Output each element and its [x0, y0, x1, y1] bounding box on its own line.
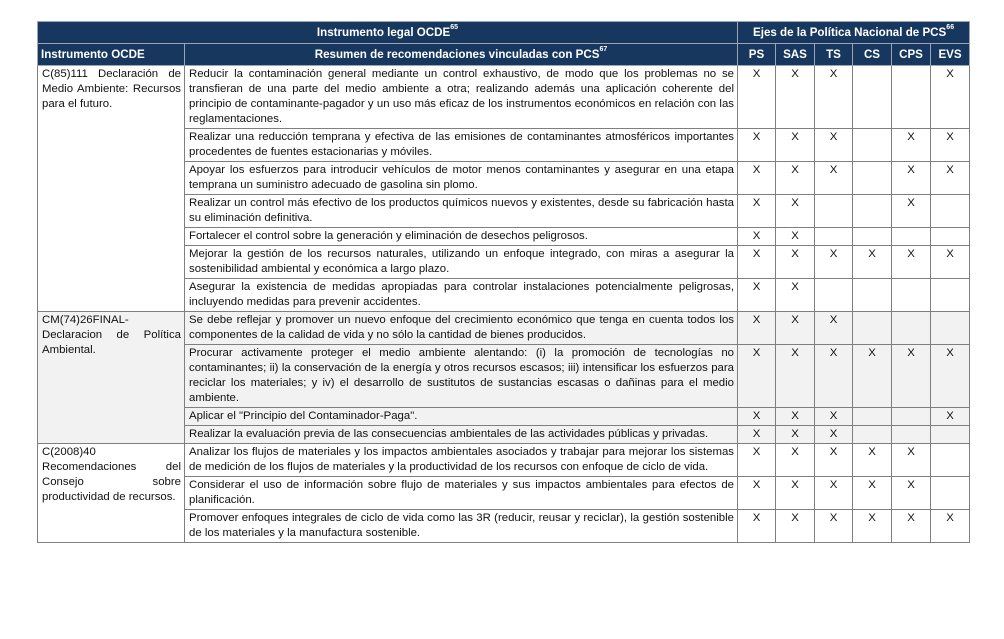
axis-mark-cps	[892, 66, 931, 129]
axis-mark-sas: X	[776, 246, 815, 279]
header-axis-sas: SAS	[776, 44, 815, 66]
axis-mark-ps: X	[738, 345, 776, 408]
axis-mark-cs	[853, 279, 892, 312]
axis-mark-cs	[853, 195, 892, 228]
axis-mark-cs	[853, 408, 892, 426]
table-row	[38, 444, 970, 477]
axis-mark-evs: X	[931, 408, 970, 426]
axis-mark-cps	[892, 426, 931, 444]
axis-mark-ps: X	[738, 228, 776, 246]
recommendation-text: Procurar activamente proteger el medio ambiente alentando: (i) la promoción de tecnologías no contaminantes; ii) la conservación de la energía y otros recursos escasos; iii) intensificar los esfuerzos para reciclar los materiales; y iv) el desarrollo de sustitutos de sustancias escasas o dañinas para el medio ambiente.	[185, 345, 738, 408]
axis-mark-ps: X	[738, 444, 776, 477]
axis-mark-ps: X	[738, 426, 776, 444]
instrument-cell: CM(74)26FINAL-Declaracion de Política Ambiental.	[38, 312, 185, 444]
axis-mark-sas: X	[776, 228, 815, 246]
table-body	[38, 66, 970, 543]
axis-mark-sas: X	[776, 279, 815, 312]
axis-mark-evs	[931, 279, 970, 312]
axis-mark-sas: X	[776, 66, 815, 129]
axis-mark-cs	[853, 312, 892, 345]
axis-mark-cps: X	[892, 510, 931, 543]
table-row	[38, 312, 970, 345]
axis-mark-cs	[853, 162, 892, 195]
axis-mark-evs: X	[931, 345, 970, 408]
axis-mark-cs: X	[853, 246, 892, 279]
recommendation-text: Apoyar los esfuerzos para introducir vehículos de motor menos contaminantes y asegurar en una etapa temprana un suministro adecuado de gasolina sin plomo.	[185, 162, 738, 195]
header-axis-cs: CS	[853, 44, 892, 66]
axis-mark-cps: X	[892, 246, 931, 279]
axis-mark-evs: X	[931, 510, 970, 543]
axis-mark-sas: X	[776, 426, 815, 444]
axis-mark-ts	[815, 279, 853, 312]
axis-mark-cps	[892, 312, 931, 345]
axis-mark-ts: X	[815, 477, 853, 510]
axis-mark-sas: X	[776, 129, 815, 162]
axis-mark-cs: X	[853, 444, 892, 477]
header-axis-ts: TS	[815, 44, 853, 66]
axis-mark-ts: X	[815, 162, 853, 195]
recommendation-text: Fortalecer el control sobre la generación y eliminación de desechos peligrosos.	[185, 228, 738, 246]
recommendation-text: Mejorar la gestión de los recursos naturales, utilizando un enfoque integrado, con miras a asegurar la sostenibilidad ambiental y económica a largo plazo.	[185, 246, 738, 279]
recommendation-text: Considerar el uso de información sobre flujo de materiales y sus impactos ambientales para efectos de planificación.	[185, 477, 738, 510]
header-summary	[185, 44, 738, 66]
axis-mark-cps: X	[892, 162, 931, 195]
axis-mark-evs: X	[931, 246, 970, 279]
instrument-cell: C(2008)40 Recomendaciones del Consejo sobre productividad de recursos.	[38, 444, 185, 543]
axis-mark-sas: X	[776, 510, 815, 543]
axis-mark-cs	[853, 426, 892, 444]
axis-mark-cps	[892, 408, 931, 426]
axis-mark-evs	[931, 195, 970, 228]
axis-mark-sas: X	[776, 444, 815, 477]
recommendation-text: Analizar los flujos de materiales y los impactos ambientales asociados y trabajar para mejorar los sistemas de medición de los flujos de materiales y la productividad de los recursos con enfoque de ciclo de vida.	[185, 444, 738, 477]
axis-mark-cs: X	[853, 510, 892, 543]
recommendation-text: Aplicar el "Principio del Contaminador-Paga".	[185, 408, 738, 426]
header-instrument: Instrumento OCDE	[38, 44, 185, 66]
recommendation-text: Realizar la evaluación previa de las consecuencias ambientales de las actividades públicas y privadas.	[185, 426, 738, 444]
axis-mark-sas: X	[776, 408, 815, 426]
axis-mark-evs	[931, 477, 970, 510]
header-policy-axes	[738, 22, 970, 44]
axis-mark-evs: X	[931, 129, 970, 162]
instrument-cell: C(85)111 Declaración de Medio Ambiente: Recursos para el futuro.	[38, 66, 185, 312]
axis-mark-evs	[931, 312, 970, 345]
axis-mark-ps: X	[738, 279, 776, 312]
axis-mark-ts: X	[815, 408, 853, 426]
axis-mark-cps: X	[892, 477, 931, 510]
axis-mark-cps: X	[892, 129, 931, 162]
axis-mark-ts: X	[815, 426, 853, 444]
axis-mark-ts: X	[815, 246, 853, 279]
recommendation-text: Se debe reflejar y promover un nuevo enfoque del crecimiento económico que tenga en cuenta todos los componentes de la calidad de vida y no sólo la cantidad de bienes producidos.	[185, 312, 738, 345]
axis-mark-evs	[931, 426, 970, 444]
axis-mark-evs	[931, 444, 970, 477]
axis-mark-ps: X	[738, 129, 776, 162]
recommendation-text: Realizar un control más efectivo de los productos químicos nuevos y existentes, desde su fabricación hasta su eliminación definitiva.	[185, 195, 738, 228]
axis-mark-cps: X	[892, 345, 931, 408]
header-axis-evs: EVS	[931, 44, 970, 66]
axis-mark-cps	[892, 228, 931, 246]
axis-mark-cps: X	[892, 444, 931, 477]
axis-mark-cs	[853, 129, 892, 162]
header-summary-label: Resumen de recomendaciones vinculadas con PCS	[314, 48, 600, 61]
axis-mark-ps: X	[738, 66, 776, 129]
axis-mark-ts: X	[815, 66, 853, 129]
axis-mark-sas: X	[776, 345, 815, 408]
header-axis-ps: PS	[738, 44, 776, 66]
axis-mark-evs: X	[931, 162, 970, 195]
axis-mark-ps: X	[738, 246, 776, 279]
axis-mark-evs: X	[931, 66, 970, 129]
axis-mark-ts: X	[815, 129, 853, 162]
axis-mark-cs: X	[853, 477, 892, 510]
axis-mark-ts: X	[815, 345, 853, 408]
header-column-row	[38, 44, 970, 66]
axis-mark-ps: X	[738, 312, 776, 345]
axis-mark-ts	[815, 228, 853, 246]
header-policy-axes-label: Ejes de la Política Nacional de PCS	[752, 26, 947, 39]
footnote-ref: 66	[946, 24, 955, 31]
recommendation-text: Promover enfoques integrales de ciclo de vida como las 3R (reducir, reusar y reciclar), la gestión sostenible de los materiales y la manufactura sostenible.	[185, 510, 738, 543]
footnote-ref: 65	[450, 24, 459, 31]
axis-mark-cs	[853, 228, 892, 246]
recommendation-text: Asegurar la existencia de medidas apropiadas para controlar instalaciones potencialmente peligrosas, incluyendo medidas para prevenir accidentes.	[185, 279, 738, 312]
header-legal-instrument	[38, 22, 738, 44]
axis-mark-sas: X	[776, 477, 815, 510]
axis-mark-ts: X	[815, 444, 853, 477]
axis-mark-ts: X	[815, 510, 853, 543]
axis-mark-evs	[931, 228, 970, 246]
header-group-row	[38, 22, 970, 44]
axis-mark-sas: X	[776, 312, 815, 345]
header-axis-cps: CPS	[892, 44, 931, 66]
axis-mark-cps	[892, 279, 931, 312]
axis-mark-ps: X	[738, 408, 776, 426]
table-header	[38, 22, 970, 66]
axis-mark-ps: X	[738, 477, 776, 510]
axis-mark-cs	[853, 66, 892, 129]
recommendation-text: Realizar una reducción temprana y efectiva de las emisiones de contaminantes atmosféricos importantes procedentes de fuentes estacionarias y móviles.	[185, 129, 738, 162]
axis-mark-sas: X	[776, 195, 815, 228]
footnote-ref: 67	[599, 46, 608, 53]
axis-mark-ps: X	[738, 510, 776, 543]
recommendation-text: Reducir la contaminación general mediante un control exhaustivo, de modo que los problemas no se transfieran de una parte del medio ambiente a otra; realizando además una aplicación coherente del principio de contaminante-pagador y un uso más eficaz de los instrumentos económicos en relación con las reglamentaciones.	[185, 66, 738, 129]
axis-mark-ts	[815, 195, 853, 228]
axis-mark-cps: X	[892, 195, 931, 228]
header-legal-instrument-label: Instrumento legal OCDE	[316, 26, 451, 39]
axis-mark-ts: X	[815, 312, 853, 345]
table-row	[38, 66, 970, 129]
axis-mark-ps: X	[738, 162, 776, 195]
axis-mark-ps: X	[738, 195, 776, 228]
axis-mark-sas: X	[776, 162, 815, 195]
recommendations-table	[37, 21, 970, 543]
axis-mark-cs: X	[853, 345, 892, 408]
